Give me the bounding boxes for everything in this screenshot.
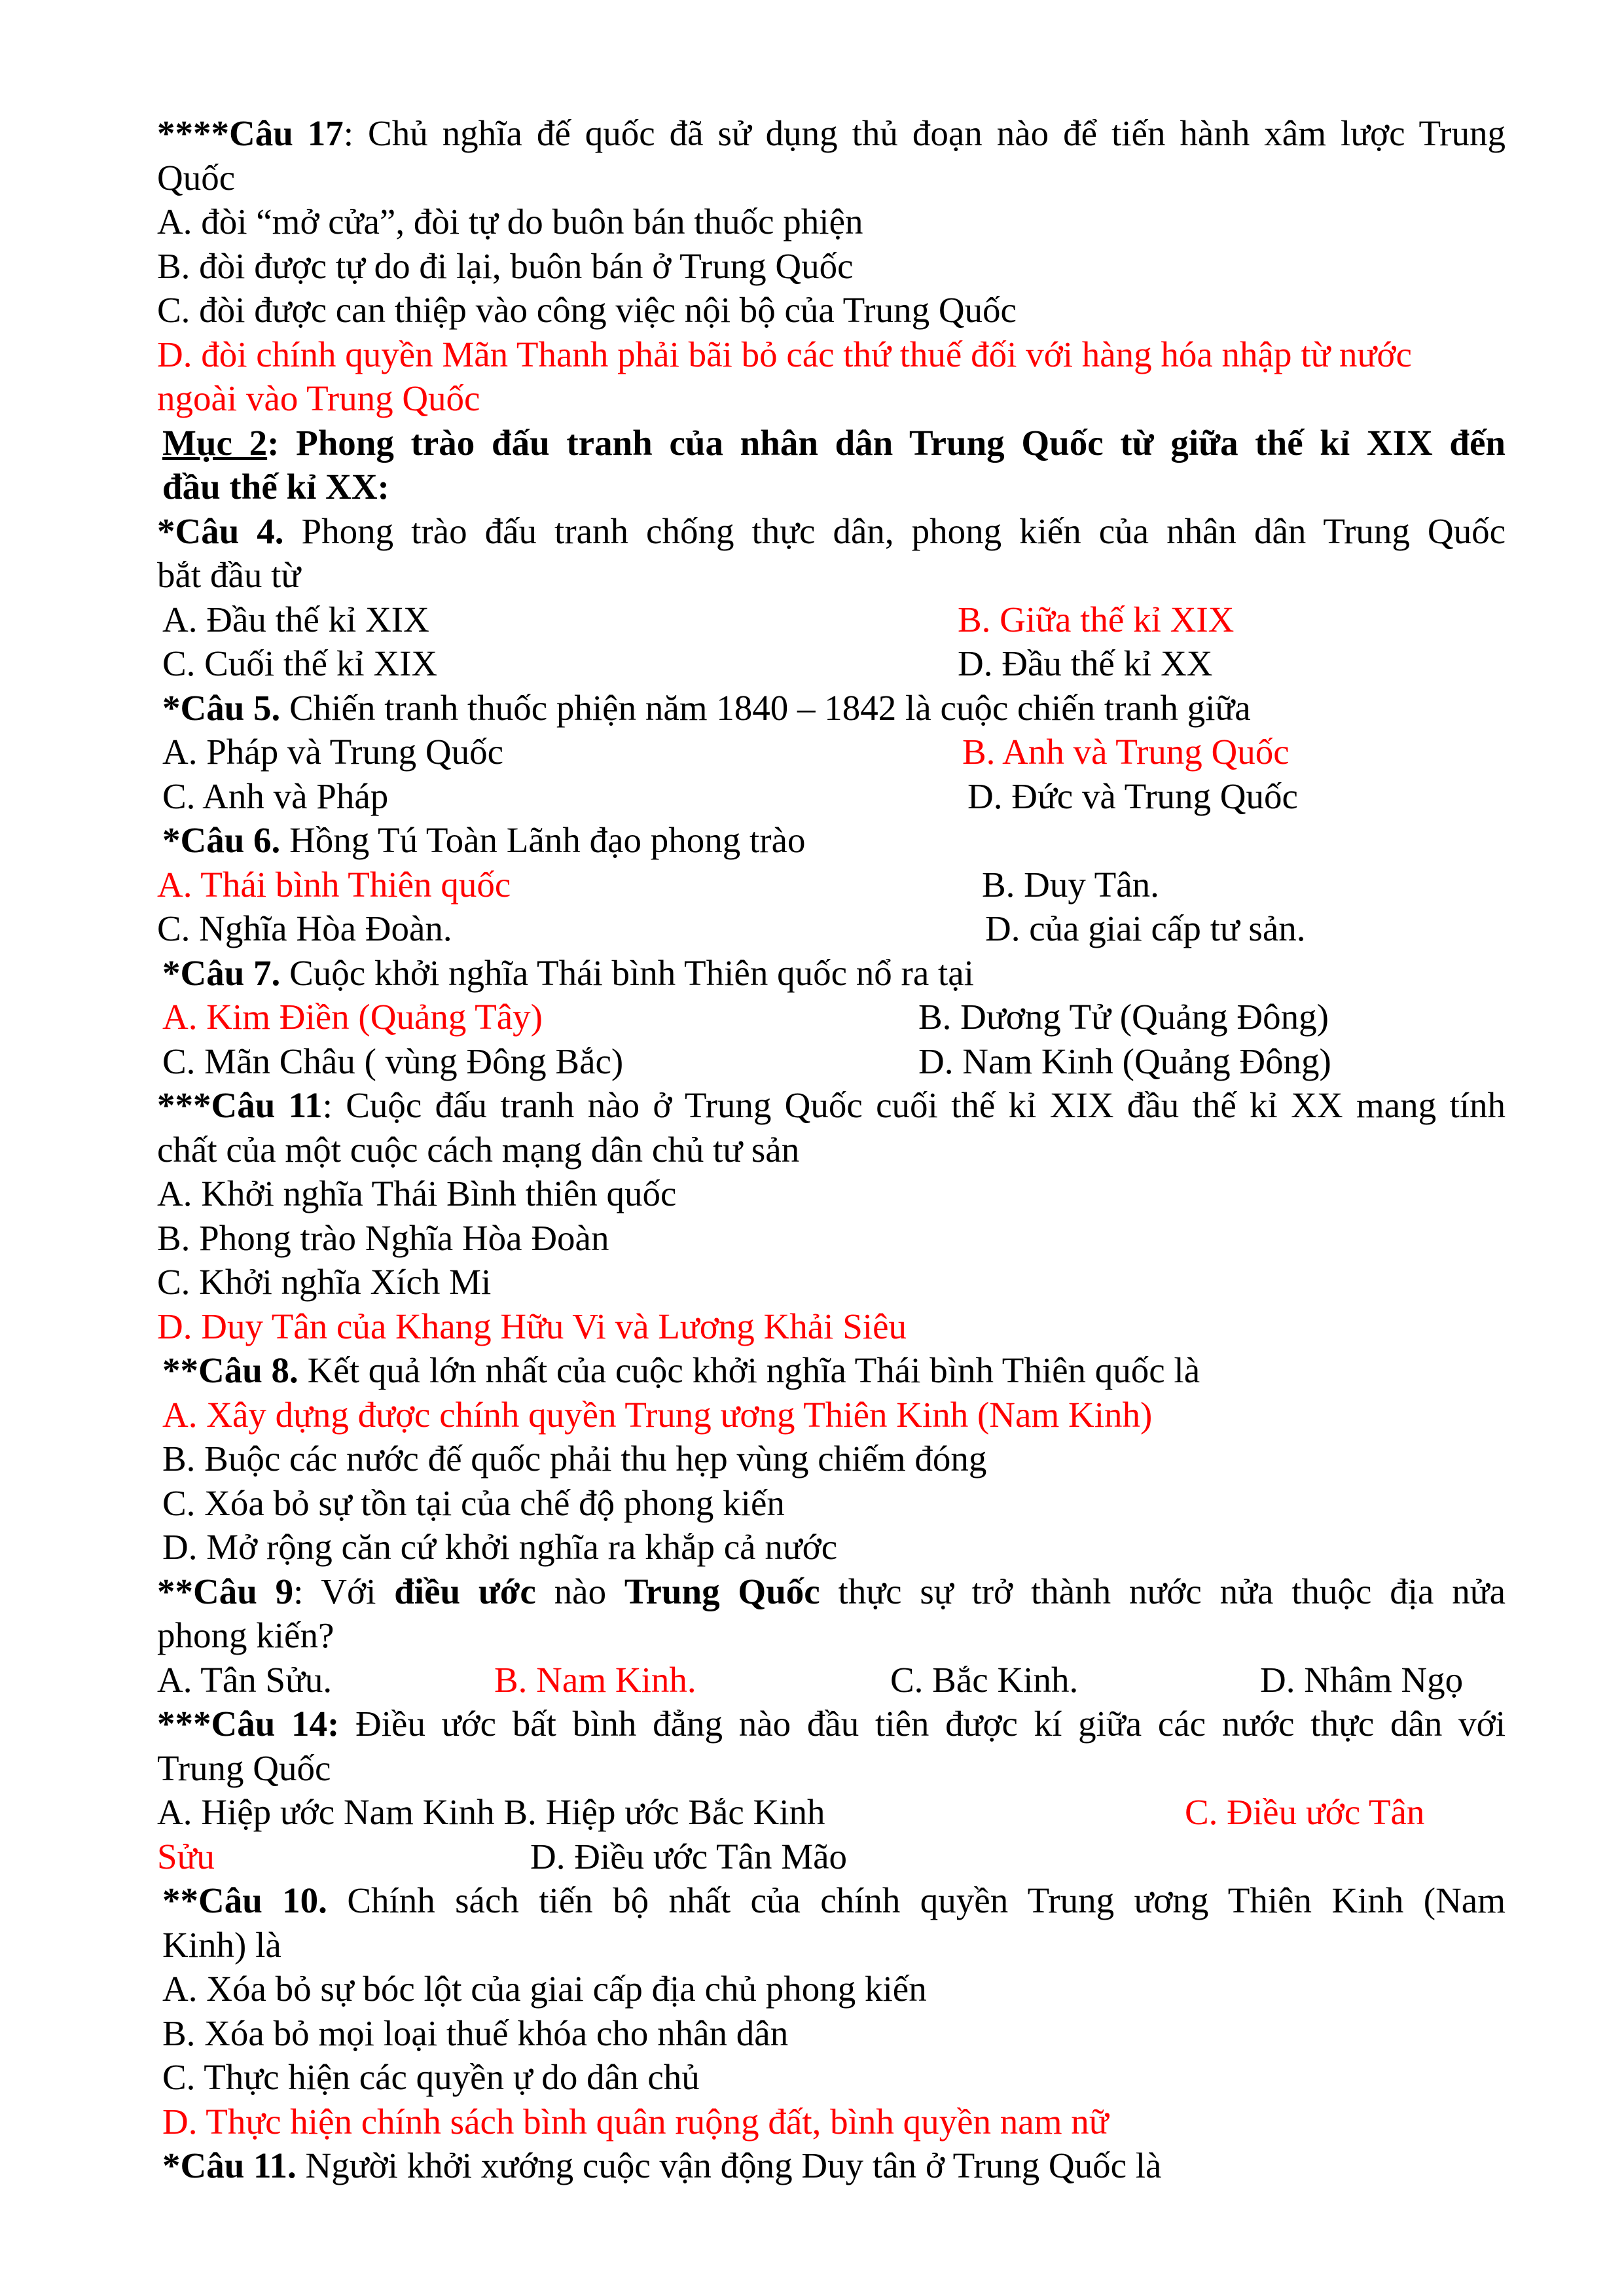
question-11-option-c: C. Khởi nghĩa Xích Mi [157,1262,492,1302]
section-heading-cont: đầu thế kỉ XX: [162,467,389,507]
question-8-option-a-answer: A. Xây dựng được chính quyền Trung ương Thiên Kinh (Nam Kinh) [162,1394,1153,1435]
question-6-option-c: C. Nghĩa Hòa Đoàn. [157,908,452,948]
question-9-option-c: C. Bắc Kinh. [890,1659,1079,1700]
question-6-options-row-2 [157,906,1506,951]
question-14-option-c-answer-cont: Sửu [157,1836,215,1876]
question-14-option-a-b: A. Hiệp ước Nam Kinh B. Hiệp ước Bắc Kinh [157,1792,825,1832]
question-17-option-b: B. đòi được tự do đi lại, buôn bán ở Trung Quốc [157,245,854,286]
question-5-option-d: D. Đức và Trung Quốc [967,776,1298,816]
question-7-stem: *Câu 7. Cuộc khởi nghĩa Thái bình Thiên quốc nổ ra tại [162,952,974,993]
question-7-option-b: B. Dương Tử (Quảng Đông) [918,997,1329,1037]
question-14-option-c-answer: C. Điều ước Tân [1185,1792,1425,1832]
question-4-option-d: D. Đầu thế kỉ XX [958,643,1213,683]
question-14-option-d: D. Điều ước Tân Mão [530,1836,848,1876]
question-11-option-b: B. Phong trào Nghĩa Hòa Đoàn [157,1217,609,1258]
question-17-stem-cont: Quốc [157,157,236,198]
question-11b-stem: *Câu 11. Người khởi xướng cuộc vận động Duy tân ở Trung Quốc là [162,2145,1162,2185]
question-11-option-d-answer: D. Duy Tân của Khang Hữu Vi và Lương Khải Siêu [157,1306,907,1346]
question-5-option-b-answer: B. Anh và Trung Quốc [962,732,1290,772]
question-4-stem-cont: bắt đầu từ [157,555,301,595]
question-4-option-b-answer: B. Giữa thế kỉ XIX [958,599,1235,639]
question-10-option-d-answer: D. Thực hiện chính sách bình quân ruộng đất, bình quyền nam nữ [162,2101,1109,2142]
question-14-options-row-1 [157,1790,1506,1835]
question-7-option-c: C. Mãn Châu ( vùng Đông Bắc) [162,1041,624,1081]
question-4-option-a: A. Đầu thế kỉ XIX [162,599,429,639]
question-11-option-a: A. Khởi nghĩa Thái Bình thiên quốc [157,1174,677,1213]
question-5-option-a: A. Pháp và Trung Quốc [162,732,503,772]
question-10-stem: **Câu 10. Chính sách tiến bộ nhất của chính quyền Trung ương Thiên Kinh (Nam [162,1880,1506,1920]
question-9-option-a: A. Tân Sửu. [157,1659,333,1700]
question-17-option-c: C. đòi được can thiệp vào công việc nội bộ của Trung Quốc [157,290,1017,330]
question-10-stem-cont: Kinh) là [162,1924,281,1965]
question-7-options-row-2 [157,1039,1506,1084]
question-9-options-row [157,1658,1506,1702]
question-6-option-a-answer: A. Thái bình Thiên quốc [157,864,511,905]
question-8-stem: **Câu 8. Kết quả lớn nhất của cuộc khởi nghĩa Thái bình Thiên quốc là [162,1350,1200,1390]
question-6-options-row-1 [157,863,1506,907]
question-7-option-a-answer: A. Kim Điền (Quảng Tây) [162,997,543,1037]
question-7-option-d: D. Nam Kinh (Quảng Đông) [918,1041,1331,1081]
question-17-stem: ****Câu 17: Chủ nghĩa đế quốc đã sử dụng thủ đoạn nào để tiến hành xâm lược Trung [157,113,1506,153]
question-7-options-row-1 [157,995,1506,1039]
question-5-options-row-1 [157,730,1506,774]
question-9-option-d: D. Nhâm Ngọ [1260,1659,1464,1700]
question-6-stem: *Câu 6. Hồng Tú Toàn Lãnh đạo phong trào [162,820,806,860]
question-17-option-d-answer: D. đòi chính quyền Mãn Thanh phải bãi bỏ các thứ thuế đối với hàng hóa nhập từ nước [157,334,1412,374]
question-5-options-row-2 [157,774,1506,819]
question-10-option-a: A. Xóa bỏ sự bóc lột của giai cấp địa chủ phong kiến [162,1969,927,2009]
question-4-options-row-1 [157,598,1506,642]
question-11-stem: ***Câu 11: Cuộc đấu tranh nào ở Trung Quốc cuối thế kỉ XIX đầu thế kỉ XX mang tính [157,1085,1506,1125]
question-14-stem: ***Câu 14: Điều ước bất bình đẳng nào đầu tiên được kí giữa các nước thực dân với [157,1704,1506,1744]
question-5-stem: *Câu 5. Chiến tranh thuốc phiện năm 1840 – 1842 là cuộc chiến tranh giữa [162,687,1251,728]
question-14-options-row-2 [157,1835,1506,1879]
question-10-option-b: B. Xóa bỏ mọi loại thuế khóa cho nhân dân [162,2013,789,2053]
question-14-stem-cont: Trung Quốc [157,1748,331,1788]
question-17-option-d-answer-cont: ngoài vào Trung Quốc [157,378,480,418]
question-9-stem-cont: phong kiến? [157,1615,334,1655]
question-17-option-a: A. đòi “mở cửa”, đòi tự do buôn bán thuốc phiện [157,202,863,242]
question-4-option-c: C. Cuối thế kỉ XIX [162,643,438,683]
question-4-stem: *Câu 4. Phong trào đấu tranh chống thực dân, phong kiến của nhân dân Trung Quốc [157,511,1506,551]
question-8-option-c: C. Xóa bỏ sự tồn tại của chế độ phong kiến [162,1482,785,1523]
question-9-option-b-answer: B. Nam Kinh. [494,1659,696,1700]
question-6-option-b: B. Duy Tân. [982,864,1159,905]
question-11-stem-cont: chất của một cuộc cách mạng dân chủ tư sản [157,1129,800,1170]
question-4-options-row-2 [157,641,1506,686]
question-6-option-d: D. của giai cấp tư sản. [985,908,1306,948]
section-heading: Mục 2: Phong trào đấu tranh của nhân dân Trung Quốc từ giữa thế kỉ XIX đến [162,422,1506,463]
question-10-option-c: C. Thực hiện các quyền ự do dân chủ [162,2057,700,2097]
exam-content [157,111,1506,2188]
question-8-option-d: D. Mở rộng căn cứ khởi nghĩa ra khắp cả nước [162,1527,838,1567]
question-8-option-b: B. Buộc các nước đế quốc phải thu hẹp vùng chiếm đóng [162,1439,987,1479]
question-9-stem: **Câu 9: Với điều ước nào Trung Quốc thực sự trở thành nước nửa thuộc địa nửa [157,1571,1506,1611]
question-5-option-c: C. Anh và Pháp [162,776,389,816]
